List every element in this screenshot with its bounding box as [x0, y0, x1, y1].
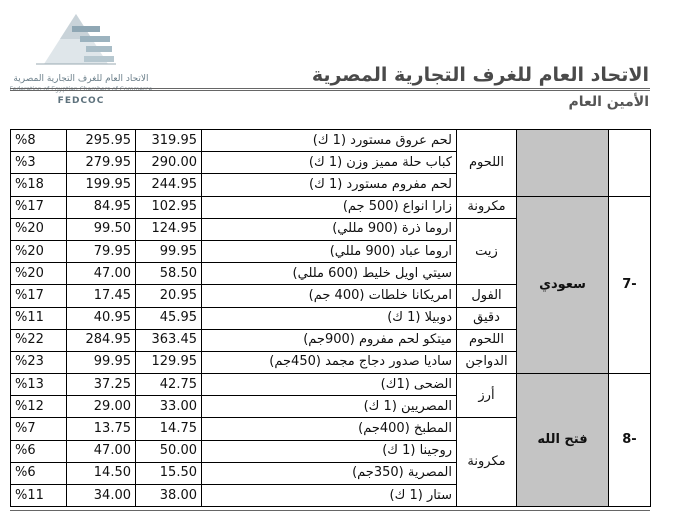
- logo-pyramid-icon: [36, 12, 116, 67]
- price-after: 84.95: [67, 196, 136, 218]
- product-name: ميتكو لحم مفروم (900جم): [202, 329, 457, 351]
- price-after: 99.50: [67, 218, 136, 240]
- footer-rule: [10, 510, 650, 511]
- price-after: 47.00: [67, 263, 136, 285]
- discount-percent: %8: [11, 130, 67, 152]
- category-cell: مكرونة: [457, 196, 517, 218]
- product-name: امريكانا خلطات (400 جم): [202, 285, 457, 307]
- price-before: 50.00: [136, 440, 202, 462]
- price-after: 34.00: [67, 485, 136, 507]
- table-row: [11, 130, 651, 152]
- fedcoc-logo: [6, 12, 156, 112]
- price-before: 38.00: [136, 485, 202, 507]
- price-after: 40.95: [67, 307, 136, 329]
- price-after: 37.25: [67, 374, 136, 396]
- brand-name: سعودي: [517, 196, 609, 374]
- price-table: [10, 129, 651, 507]
- price-after: 47.00: [67, 440, 136, 462]
- product-name: اروما ذرة (900 مللي): [202, 218, 457, 240]
- price-after: 13.75: [67, 418, 136, 440]
- product-name: دوبيلا (1 ك): [202, 307, 457, 329]
- discount-percent: %23: [11, 351, 67, 373]
- product-name: المطبخ (400جم): [202, 418, 457, 440]
- price-before: 363.45: [136, 329, 202, 351]
- logo-abbreviation: FEDCOC: [57, 96, 105, 106]
- price-after: 295.95: [67, 130, 136, 152]
- document-header: [0, 0, 693, 125]
- product-name: زارا انواع (500 جم): [202, 196, 457, 218]
- price-before: 290.00: [136, 152, 202, 174]
- discount-percent: %20: [11, 240, 67, 262]
- category-cell: أرز: [457, 374, 517, 418]
- price-before: 244.95: [136, 174, 202, 196]
- price-before: 102.95: [136, 196, 202, 218]
- product-name: روجينا (1 ك): [202, 440, 457, 462]
- price-before: 58.50: [136, 263, 202, 285]
- category-cell: اللحوم: [457, 130, 517, 197]
- price-after: 99.95: [67, 351, 136, 373]
- price-before: 15.50: [136, 462, 202, 484]
- header-rule-double: [10, 90, 650, 91]
- price-before: 129.95: [136, 351, 202, 373]
- discount-percent: %18: [11, 174, 67, 196]
- logo-arabic-text: الاتحاد العام للغرف التجارية المصرية: [13, 74, 149, 84]
- price-after: 14.50: [67, 462, 136, 484]
- discount-percent: %6: [11, 462, 67, 484]
- category-cell: دقيق: [457, 307, 517, 329]
- page-subtitle: الأمين العام: [568, 94, 649, 110]
- price-before: 20.95: [136, 285, 202, 307]
- discount-percent: %12: [11, 396, 67, 418]
- price-before: 33.00: [136, 396, 202, 418]
- page-title: الاتحاد العام للغرف التجارية المصرية: [311, 64, 649, 86]
- product-name: سيتي اويل خليط (600 مللي): [202, 263, 457, 285]
- category-cell: الدواجن: [457, 351, 517, 373]
- product-name: ساديا صدور دجاج مجمد (450جم): [202, 351, 457, 373]
- discount-percent: %20: [11, 218, 67, 240]
- discount-percent: %3: [11, 152, 67, 174]
- price-before: 45.95: [136, 307, 202, 329]
- product-name: كباب حلة مميز وزن (1 ك): [202, 152, 457, 174]
- price-before: 319.95: [136, 130, 202, 152]
- product-name: ستار (1 ك): [202, 485, 457, 507]
- table-row: [11, 196, 651, 218]
- price-before: 124.95: [136, 218, 202, 240]
- price-after: 279.95: [67, 152, 136, 174]
- price-after: 199.95: [67, 174, 136, 196]
- discount-percent: %17: [11, 285, 67, 307]
- discount-percent: %22: [11, 329, 67, 351]
- price-after: 79.95: [67, 240, 136, 262]
- category-cell: زيت: [457, 218, 517, 285]
- category-cell: الفول: [457, 285, 517, 307]
- group-number: 8-: [609, 374, 651, 507]
- brand-cell-top: [517, 130, 609, 197]
- discount-percent: %13: [11, 374, 67, 396]
- discount-percent: %17: [11, 196, 67, 218]
- product-name: الضحى (1ك): [202, 374, 457, 396]
- product-name: المصريين (1 ك): [202, 396, 457, 418]
- header-rule: [10, 88, 650, 89]
- price-before: 42.75: [136, 374, 202, 396]
- category-cell: اللحوم: [457, 329, 517, 351]
- product-name: لحم عروق مستورد (1 ك): [202, 130, 457, 152]
- discount-percent: %20: [11, 263, 67, 285]
- discount-percent: %6: [11, 440, 67, 462]
- price-before: 99.95: [136, 240, 202, 262]
- discount-percent: %7: [11, 418, 67, 440]
- discount-percent: %11: [11, 307, 67, 329]
- price-after: 284.95: [67, 329, 136, 351]
- price-before: 14.75: [136, 418, 202, 440]
- brand-name: فتح الله: [517, 374, 609, 507]
- product-name: اروما عباد (900 مللي): [202, 240, 457, 262]
- price-after: 29.00: [67, 396, 136, 418]
- group-number-cell-top: [609, 130, 651, 197]
- product-name: لحم مفروم مستورد (1 ك): [202, 174, 457, 196]
- table-row: [11, 374, 651, 396]
- category-cell: مكرونة: [457, 418, 517, 507]
- product-name: المصرية (350جم): [202, 462, 457, 484]
- discount-percent: %11: [11, 485, 67, 507]
- group-number: 7-: [609, 196, 651, 374]
- price-after: 17.45: [67, 285, 136, 307]
